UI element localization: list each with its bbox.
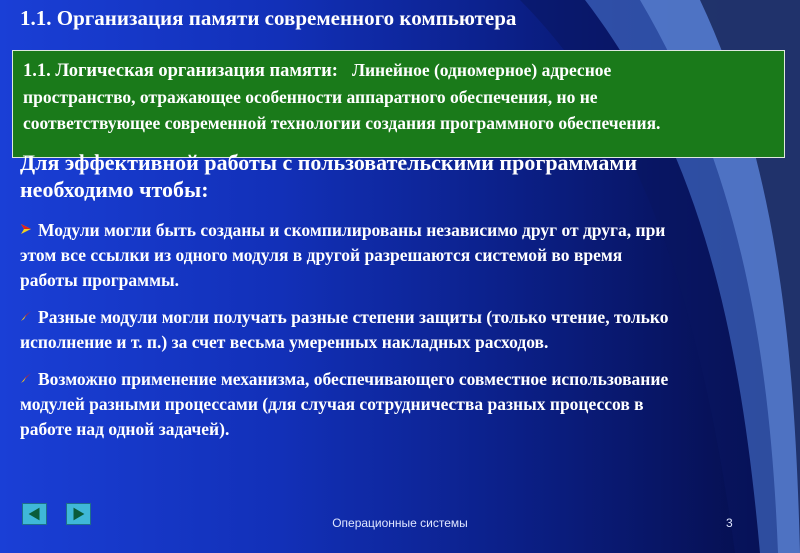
bullet-2-line-1: Разные модули могли получать разные степени защиты (только чтение, только <box>38 307 669 327</box>
prev-slide-button[interactable] <box>22 503 47 525</box>
footer-text: Операционные системы <box>332 516 468 530</box>
section-heading <box>20 149 790 203</box>
bullet-1-line-3: работы программы. <box>20 270 180 290</box>
triangle-right-icon <box>67 504 90 524</box>
triangle-left-icon <box>23 504 46 524</box>
arrow-bullet-icon <box>20 372 32 384</box>
next-slide-button[interactable] <box>66 503 91 525</box>
bullet-1-line-1: Модули могли быть созданы и скомпилированы независимо друг от друга, при <box>38 220 666 240</box>
heading-line-1: Для эффективной работы с пользовательскими программами <box>20 150 638 175</box>
heading-line-2: необходимо чтобы: <box>20 177 209 202</box>
arrow-bullet-icon <box>20 310 32 322</box>
page-number: 3 <box>726 516 733 530</box>
bullet-3-line-2: модулей разными процессами (для случая сотрудничества разных процессов в <box>20 394 644 414</box>
bullet-3-line-3: работе над одной задачей). <box>20 419 230 439</box>
bullet-1-line-2: этом все ссылки из одного модуля в другой разрешаются системой во время <box>20 245 623 265</box>
bullet-3-line-1: Возможно применение механизма, обеспечивающего совместное использование <box>38 369 669 389</box>
arrow-bullet-icon <box>20 223 32 235</box>
list-item <box>20 367 788 442</box>
list-item <box>20 218 788 293</box>
definition-box <box>12 50 785 158</box>
definition-line-1 <box>23 57 774 84</box>
definition-text-1: Линейное (одномерное) адресное <box>351 60 612 80</box>
definition-line-2: пространство, отражающее особенности аппаратного обеспечения, но не <box>23 87 598 107</box>
list-item <box>20 305 788 355</box>
bullet-2-line-2: исполнение и т. п.) за счет весьма умеренных накладных расходов. <box>20 332 549 352</box>
definition-line-3: соответствующее современной технологии создания программного обеспечения. <box>23 113 661 133</box>
definition-lead: 1.1. Логическая организация памяти: <box>23 61 338 81</box>
slide-title: 1.1. Организация памяти современного компьютера <box>20 6 517 30</box>
bullet-list <box>20 218 788 454</box>
